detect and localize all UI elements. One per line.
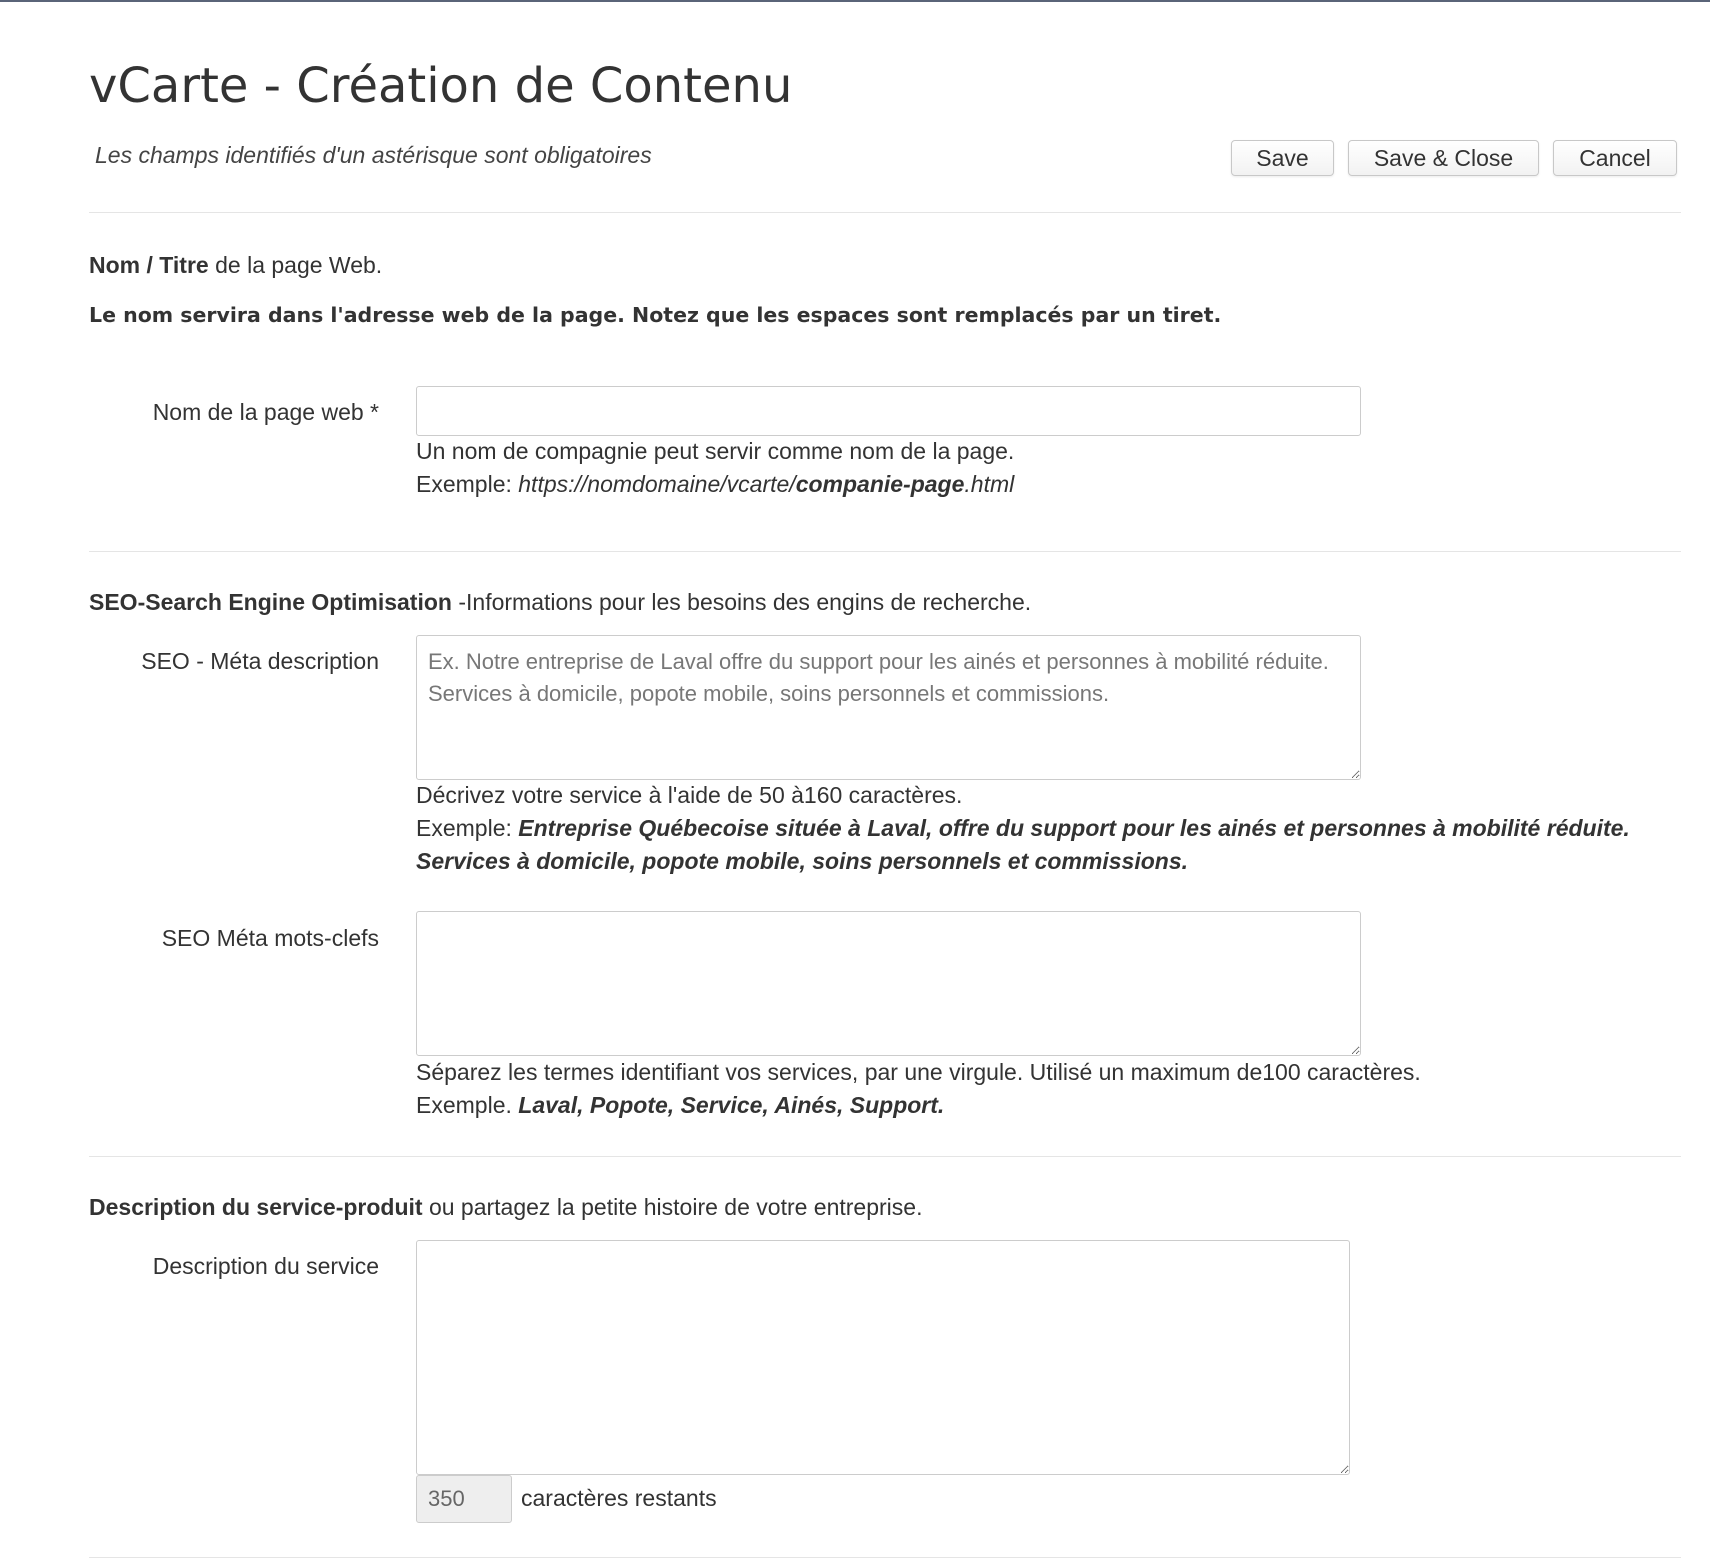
meta-keywords-help (416, 1056, 1421, 1122)
characters-remaining-label: caractères restants (521, 1485, 717, 1511)
top-accent-bar (0, 0, 1710, 2)
meta-description-example: Entreprise Québecoise située à Laval, offre du support pour les ainés et personnes à mobilité réduite. Services à domicile, popote mobile, soins personnels et commissions. (416, 815, 1630, 874)
example-prefix: Exemple. (416, 1092, 519, 1118)
example-url-slug: companie-page (795, 471, 965, 497)
save-button[interactable]: Save (1231, 140, 1334, 176)
example-url (518, 471, 1014, 497)
page-name-label: Nom de la page web * (152, 399, 379, 425)
section-heading-text: de la page Web. (208, 252, 383, 278)
meta-keywords-help-example (416, 1089, 1421, 1122)
meta-keywords-example: Laval, Popote, Service, Ainés, Support. (518, 1092, 945, 1118)
section-heading-seo (89, 589, 1031, 616)
section-subheading-name: Le nom servira dans l'adresse web de la page. Notez que les espaces sont remplacés par un tiret. (89, 303, 1222, 327)
meta-description-label: SEO - Méta description (141, 648, 379, 674)
section-divider (89, 1156, 1681, 1157)
page-name-help-example (416, 468, 1014, 501)
page-name-help-text: Un nom de compagnie peut servir comme nom de la page. (416, 438, 1015, 464)
section-heading-text: -Informations pour les besoins des engins de recherche. (451, 589, 1032, 615)
cancel-button[interactable]: Cancel (1553, 140, 1677, 176)
characters-remaining-counter: 350 (416, 1475, 512, 1523)
section-heading-bold: SEO-Search Engine Optimisation (89, 589, 452, 615)
meta-keywords-help-text: Séparez les termes identifiant vos services, par une virgule. Utilisé un maximum de100 caractères. (416, 1059, 1421, 1085)
section-heading-text: ou partagez la petite histoire de votre entreprise. (422, 1194, 923, 1220)
section-heading-name (89, 252, 382, 279)
example-url-start: https://nomdomaine/vcarte/ (518, 471, 796, 497)
example-prefix: Exemple: (416, 815, 519, 841)
section-heading-bold: Nom / Titre (89, 252, 209, 278)
meta-keywords-label: SEO Méta mots-clefs (161, 925, 379, 951)
section-divider (89, 1557, 1681, 1558)
meta-description-help (416, 779, 1681, 878)
service-description-textarea[interactable] (416, 1240, 1350, 1475)
required-fields-note: Les champs identifiés d'un astérisque sont obligatoires (95, 142, 652, 168)
meta-keywords-textarea[interactable] (416, 911, 1361, 1056)
page-name-input[interactable] (416, 386, 1361, 436)
section-divider (89, 212, 1681, 213)
example-prefix: Exemple: (416, 471, 519, 497)
section-divider (89, 551, 1681, 552)
service-description-label: Description du service (152, 1253, 379, 1279)
section-heading-bold: Description du service-produit (89, 1194, 423, 1220)
action-toolbar (1231, 140, 1677, 176)
save-close-button[interactable]: Save & Close (1348, 140, 1539, 176)
meta-description-textarea[interactable] (416, 635, 1361, 780)
example-url-end: .html (964, 471, 1015, 497)
page-name-help (416, 435, 1014, 501)
meta-description-help-text: Décrivez votre service à l'aide de 50 à160 caractères. (416, 782, 963, 808)
meta-description-help-example (416, 812, 1681, 878)
page-title: vCarte - Création de Contenu (89, 58, 793, 114)
section-heading-description (89, 1194, 922, 1221)
